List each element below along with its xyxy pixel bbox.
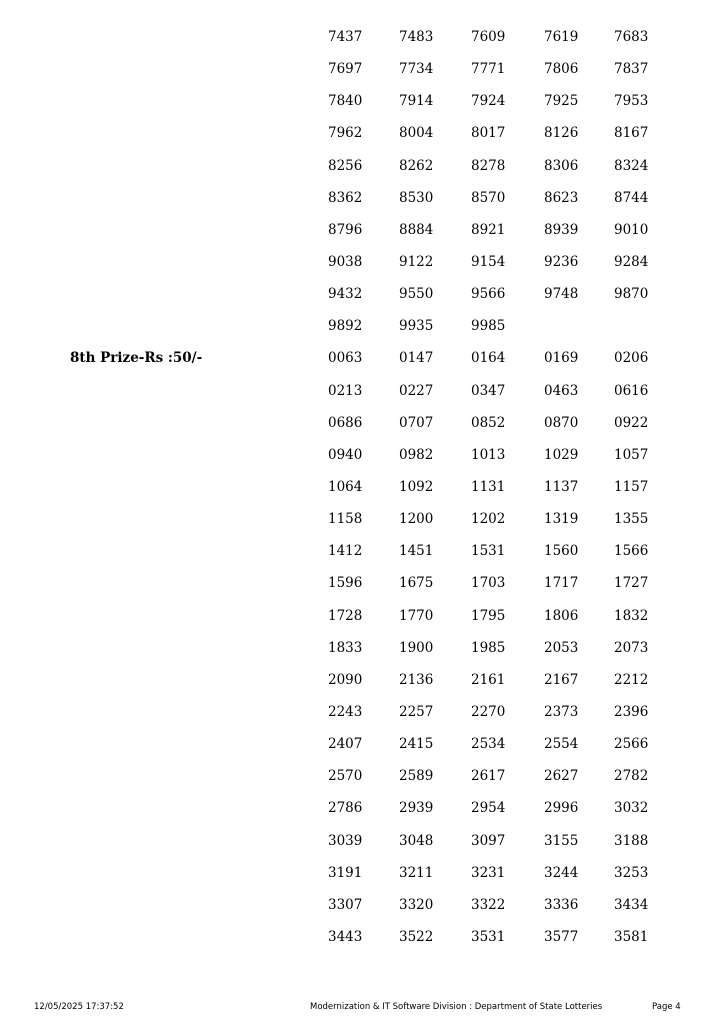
ticket-number: 2167: [544, 671, 579, 688]
ticket-number: 1985: [471, 639, 506, 656]
ticket-number: 7924: [471, 93, 506, 110]
ticket-number: 1675: [399, 575, 434, 592]
table-row: [0, 600, 724, 632]
ticket-number: 2554: [544, 736, 579, 753]
ticket-number: 9236: [544, 253, 579, 270]
ticket-number: 7771: [471, 61, 506, 78]
ticket-number: 3531: [471, 928, 506, 945]
ticket-number: 9038: [328, 253, 363, 270]
ticket-number: 2954: [471, 800, 506, 817]
ticket-number: 3577: [544, 928, 579, 945]
ticket-number: 1029: [544, 446, 579, 463]
footer-page-number: Page 4: [652, 1002, 681, 1012]
ticket-number: 1137: [544, 478, 579, 495]
table-row: [0, 150, 724, 182]
ticket-number: 3336: [544, 896, 579, 913]
ticket-number: 9935: [399, 318, 434, 335]
ticket-number: 0347: [471, 382, 506, 399]
ticket-number: 3434: [614, 896, 649, 913]
ticket-number: 1795: [471, 607, 506, 624]
ticket-number: 7734: [399, 61, 434, 78]
ticket-number: 8623: [544, 189, 579, 206]
table-row: [0, 278, 724, 310]
ticket-number: 8126: [544, 125, 579, 142]
ticket-number: 2161: [471, 671, 506, 688]
ticket-number: 1566: [614, 543, 649, 560]
table-row: [0, 889, 724, 921]
ticket-number: 3322: [471, 896, 506, 913]
ticket-number: 1412: [328, 543, 363, 560]
ticket-number: 0164: [471, 350, 506, 367]
ticket-number: 1717: [544, 575, 579, 592]
ticket-number: 8017: [471, 125, 506, 142]
ticket-number: 9432: [328, 286, 363, 303]
table-row: [0, 53, 724, 85]
ticket-number: 3097: [471, 832, 506, 849]
ticket-number: 9892: [328, 318, 363, 335]
ticket-number: 2939: [399, 800, 434, 817]
page-footer: [0, 1000, 724, 1014]
ticket-number: 7962: [328, 125, 363, 142]
ticket-number: 2786: [328, 800, 363, 817]
ticket-number: 1157: [614, 478, 649, 495]
ticket-number: 0686: [328, 414, 363, 431]
ticket-number: 1560: [544, 543, 579, 560]
ticket-number: 0852: [471, 414, 506, 431]
ticket-number: 8278: [471, 157, 506, 174]
ticket-number: 2373: [544, 703, 579, 720]
ticket-number: 1728: [328, 607, 363, 624]
ticket-number: 0940: [328, 446, 363, 463]
ticket-number: 0063: [328, 350, 363, 367]
ticket-number: 9154: [471, 253, 506, 270]
table-row: [0, 825, 724, 857]
ticket-number: 8530: [399, 189, 434, 206]
ticket-number: 7953: [614, 93, 649, 110]
ticket-number: 3188: [614, 832, 649, 849]
ticket-number: 9748: [544, 286, 579, 303]
table-row: [0, 117, 724, 149]
ticket-number: 2415: [399, 736, 434, 753]
table-row: [0, 535, 724, 567]
table-row: [0, 760, 724, 792]
ticket-number: 2996: [544, 800, 579, 817]
ticket-number: 2090: [328, 671, 363, 688]
table-row: [0, 632, 724, 664]
ticket-number: 2782: [614, 768, 649, 785]
ticket-number: 2566: [614, 736, 649, 753]
ticket-number: 1319: [544, 511, 579, 528]
ticket-number: 1596: [328, 575, 363, 592]
ticket-number: 7609: [471, 29, 506, 45]
ticket-number: 8570: [471, 189, 506, 206]
ticket-number: 1900: [399, 639, 434, 656]
ticket-number: 3244: [544, 864, 579, 881]
table-row: [0, 375, 724, 407]
ticket-number: 9284: [614, 253, 649, 270]
table-row: [0, 246, 724, 278]
ticket-number: 0213: [328, 382, 363, 399]
ticket-number: 3320: [399, 896, 434, 913]
ticket-number: 2212: [614, 671, 649, 688]
ticket-number: 3039: [328, 832, 363, 849]
table-row: [0, 664, 724, 696]
ticket-number: 0227: [399, 382, 434, 399]
ticket-number: 1355: [614, 511, 649, 528]
ticket-number: 0982: [399, 446, 434, 463]
ticket-number: 1703: [471, 575, 506, 592]
table-row: [0, 728, 724, 760]
ticket-number: 1013: [471, 446, 506, 463]
table-row: [0, 439, 724, 471]
prize-label: 8th Prize-Rs :50/-: [70, 350, 203, 367]
ticket-number: 1200: [399, 511, 434, 528]
ticket-number: 8362: [328, 189, 363, 206]
ticket-number: 9870: [614, 286, 649, 303]
ticket-number: 7437: [328, 29, 363, 45]
ticket-number: 7483: [399, 29, 434, 45]
table-row: [0, 21, 724, 53]
ticket-number: 2570: [328, 768, 363, 785]
footer-datetime: 12/05/2025 17:37:52: [34, 1002, 124, 1012]
table-row: [0, 857, 724, 889]
table-row: [0, 503, 724, 535]
ticket-number: 3581: [614, 928, 649, 945]
ticket-number: 1727: [614, 575, 649, 592]
ticket-number: 1092: [399, 478, 434, 495]
ticket-number: 8306: [544, 157, 579, 174]
table-row: [0, 696, 724, 728]
ticket-number: 1832: [614, 607, 649, 624]
ticket-number: 9122: [399, 253, 434, 270]
ticket-number: 8796: [328, 221, 363, 238]
prize-number-table: [0, 21, 724, 953]
ticket-number: 2270: [471, 703, 506, 720]
ticket-number: 0922: [614, 414, 649, 431]
ticket-number: 3032: [614, 800, 649, 817]
ticket-number: 0169: [544, 350, 579, 367]
table-row: [0, 310, 724, 342]
ticket-number: 0707: [399, 414, 434, 431]
ticket-number: 3191: [328, 864, 363, 881]
table-row: [0, 182, 724, 214]
ticket-number: 2534: [471, 736, 506, 753]
ticket-number: 0616: [614, 382, 649, 399]
ticket-number: 2243: [328, 703, 363, 720]
ticket-number: 7914: [399, 93, 434, 110]
ticket-number: 1833: [328, 639, 363, 656]
table-row: [0, 85, 724, 117]
ticket-number: 7683: [614, 29, 649, 45]
ticket-number: 8921: [471, 221, 506, 238]
ticket-number: 1451: [399, 543, 434, 560]
ticket-number: 2589: [399, 768, 434, 785]
ticket-number: 3253: [614, 864, 649, 881]
table-row: [0, 792, 724, 824]
ticket-number: 1064: [328, 478, 363, 495]
ticket-number: 3048: [399, 832, 434, 849]
ticket-number: 8884: [399, 221, 434, 238]
ticket-number: 7806: [544, 61, 579, 78]
ticket-number: 0463: [544, 382, 579, 399]
ticket-number: 8324: [614, 157, 649, 174]
ticket-number: 1057: [614, 446, 649, 463]
ticket-number: 3231: [471, 864, 506, 881]
ticket-number: 8262: [399, 157, 434, 174]
ticket-number: 0870: [544, 414, 579, 431]
ticket-number: 8939: [544, 221, 579, 238]
ticket-number: 1202: [471, 511, 506, 528]
ticket-number: 2407: [328, 736, 363, 753]
table-row: [0, 567, 724, 599]
ticket-number: 1770: [399, 607, 434, 624]
ticket-number: 3155: [544, 832, 579, 849]
ticket-number: 9566: [471, 286, 506, 303]
table-row: [0, 407, 724, 439]
ticket-number: 8167: [614, 125, 649, 142]
ticket-number: 7837: [614, 61, 649, 78]
table-row: [0, 342, 724, 374]
ticket-number: 1806: [544, 607, 579, 624]
ticket-number: 8004: [399, 125, 434, 142]
ticket-number: 2627: [544, 768, 579, 785]
ticket-number: 2053: [544, 639, 579, 656]
ticket-number: 2396: [614, 703, 649, 720]
table-row: [0, 921, 724, 953]
ticket-number: 1131: [471, 478, 506, 495]
ticket-number: 8744: [614, 189, 649, 206]
ticket-number: 8256: [328, 157, 363, 174]
ticket-number: 7697: [328, 61, 363, 78]
ticket-number: 2073: [614, 639, 649, 656]
ticket-number: 7619: [544, 29, 579, 45]
ticket-number: 9010: [614, 221, 649, 238]
ticket-number: 2136: [399, 671, 434, 688]
ticket-number: 3522: [399, 928, 434, 945]
ticket-number: 1158: [328, 511, 363, 528]
ticket-number: 2617: [471, 768, 506, 785]
footer-organization: Modernization & IT Software Division : Department of State Lotteries: [310, 1002, 603, 1012]
ticket-number: 7840: [328, 93, 363, 110]
ticket-number: 3443: [328, 928, 363, 945]
ticket-number: 9550: [399, 286, 434, 303]
ticket-number: 0206: [614, 350, 649, 367]
ticket-number: 7925: [544, 93, 579, 110]
ticket-number: 0147: [399, 350, 434, 367]
ticket-number: 2257: [399, 703, 434, 720]
ticket-number: 9985: [471, 318, 506, 335]
ticket-number: 3211: [399, 864, 434, 881]
table-row: [0, 214, 724, 246]
ticket-number: 1531: [471, 543, 506, 560]
ticket-number: 3307: [328, 896, 363, 913]
table-row: [0, 471, 724, 503]
